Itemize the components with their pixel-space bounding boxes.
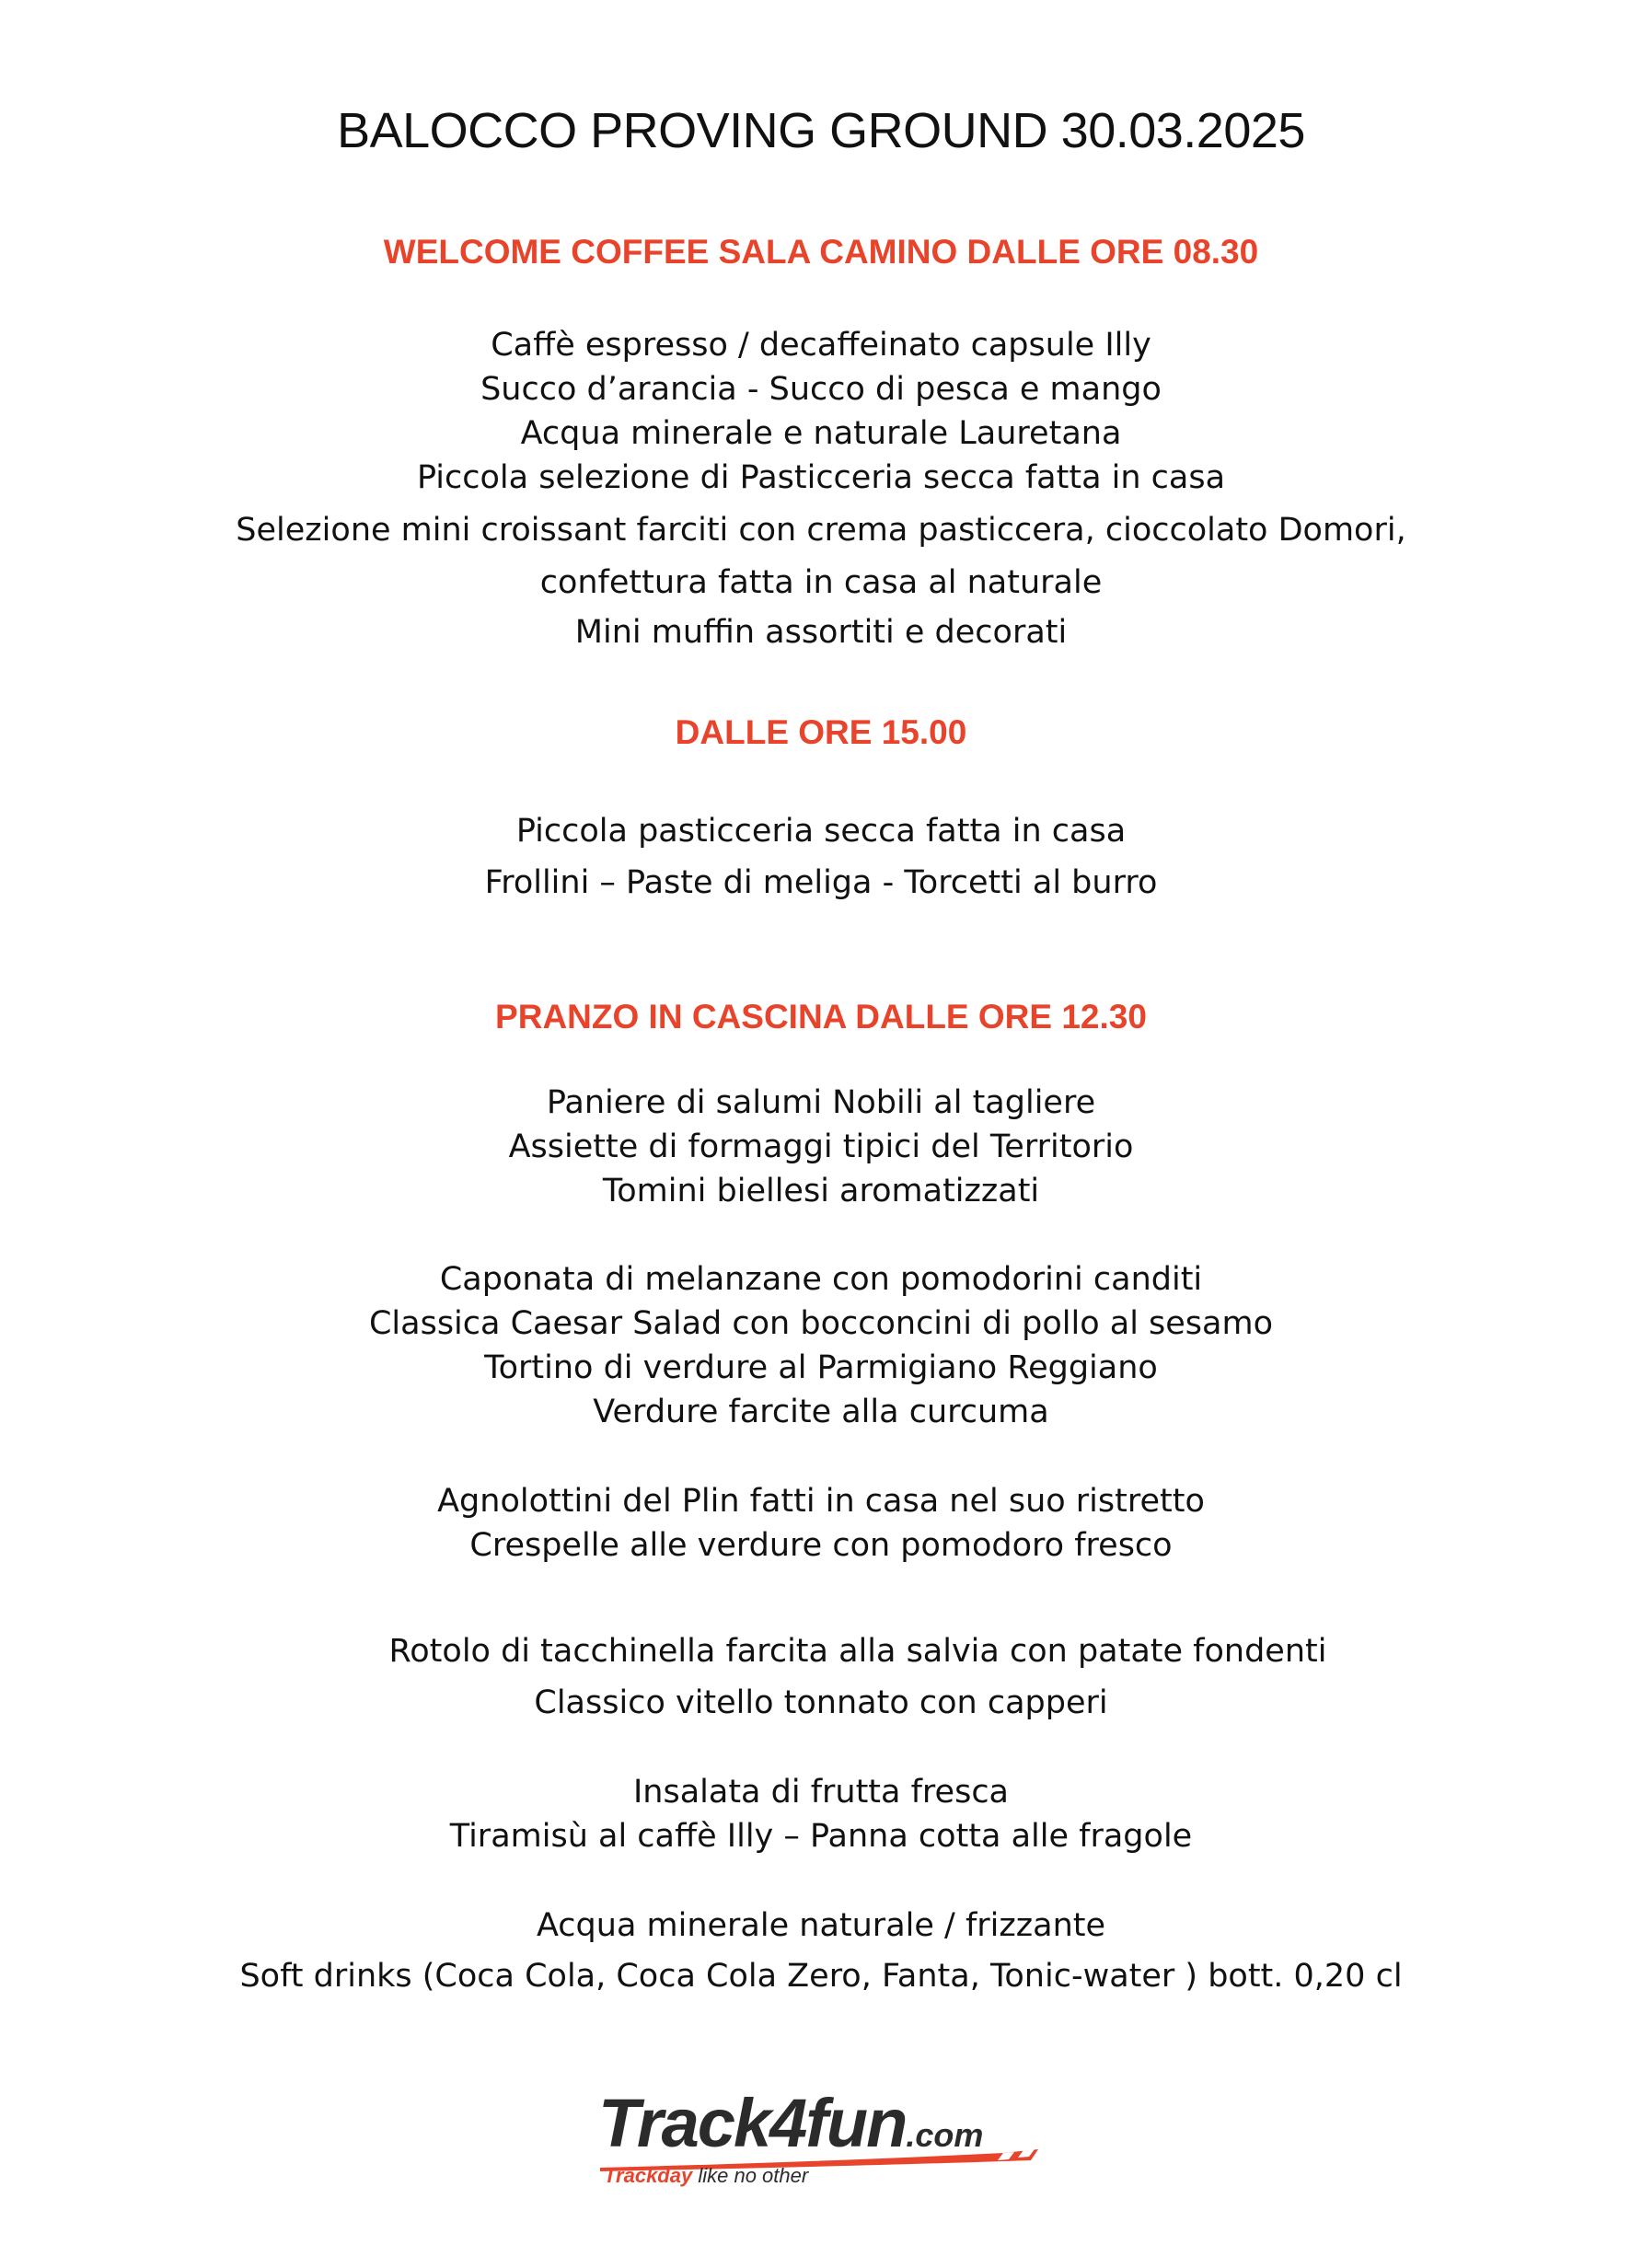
menu-item: Paniere di salumi Nobili al tagliere — [546, 1084, 1096, 1121]
menu-item: Tortino di verdure al Parmigiano Reggiano — [484, 1349, 1158, 1386]
menu-item: Frollini – Paste di meliga - Torcetti al burro — [484, 864, 1158, 901]
section-heading-welcome-coffee: WELCOME COFFEE SALA CAMINO DALLE ORE 08.30 — [383, 233, 1259, 271]
menu-item: Crespelle alle verdure con pomodoro fresco — [469, 1527, 1173, 1564]
menu-item: Tiramisù al caffè Illy – Panna cotta alle fragole — [449, 1818, 1193, 1855]
menu-item: Succo d’arancia - Succo di pesca e mango — [480, 371, 1162, 408]
menu-item: Soft drinks (Coca Cola, Coca Cola Zero, Fanta, Tonic-water ) bott. 0,20 cl — [239, 1958, 1403, 1995]
tagline-accent: Trackday — [604, 2164, 693, 2187]
logo-text: Track4fun — [598, 2085, 907, 2161]
logo-tagline — [604, 2164, 808, 2188]
menu-item: Classico vitello tonnato con capperi — [534, 1684, 1108, 1721]
menu-item: Verdure farcite alla curcuma — [593, 1394, 1049, 1430]
menu-item: Tomini biellesi aromatizzati — [602, 1173, 1040, 1209]
section-heading-lunch: PRANZO IN CASCINA DALLE ORE 12.30 — [495, 998, 1147, 1036]
menu-item: confettura fatta in casa al naturale — [539, 564, 1103, 601]
menu-item: Assiette di formaggi tipici del Territorio — [508, 1128, 1134, 1165]
menu-item: Piccola selezione di Pasticceria secca fatta in casa — [416, 459, 1226, 496]
logo-suffix: .com — [906, 2116, 984, 2154]
menu-item: Classica Caesar Salad con bocconcini di pollo al sesamo — [368, 1305, 1274, 1342]
tagline-rest: like no other — [698, 2164, 809, 2187]
menu-item: Agnolottini del Plin fatti in casa nel suo ristretto — [437, 1483, 1205, 1520]
menu-item: Piccola pasticceria secca fatta in casa — [515, 813, 1127, 850]
menu-item: Acqua minerale naturale / frizzante — [536, 1907, 1106, 1944]
menu-item: Selezione mini croissant farciti con crema pasticcera, cioccolato Domori, — [236, 512, 1406, 549]
page-title: BALOCCO PROVING GROUND 30.03.2025 — [337, 103, 1305, 158]
menu-item: Rotolo di tacchinella farcita alla salvia con patate fondenti — [388, 1633, 1327, 1670]
track4fun-logo — [598, 2085, 1058, 2195]
menu-item: Insalata di frutta fresca — [632, 1774, 1010, 1811]
menu-item: Caponata di melanzane con pomodorini canditi — [439, 1261, 1203, 1298]
menu-item: Caffè espresso / decaffeinato capsule Illy — [491, 327, 1151, 364]
menu-item: Mini muffin assortiti e decorati — [574, 614, 1068, 651]
menu-item: Acqua minerale e naturale Lauretana — [520, 415, 1122, 452]
section-heading-afternoon: DALLE ORE 15.00 — [675, 713, 967, 751]
